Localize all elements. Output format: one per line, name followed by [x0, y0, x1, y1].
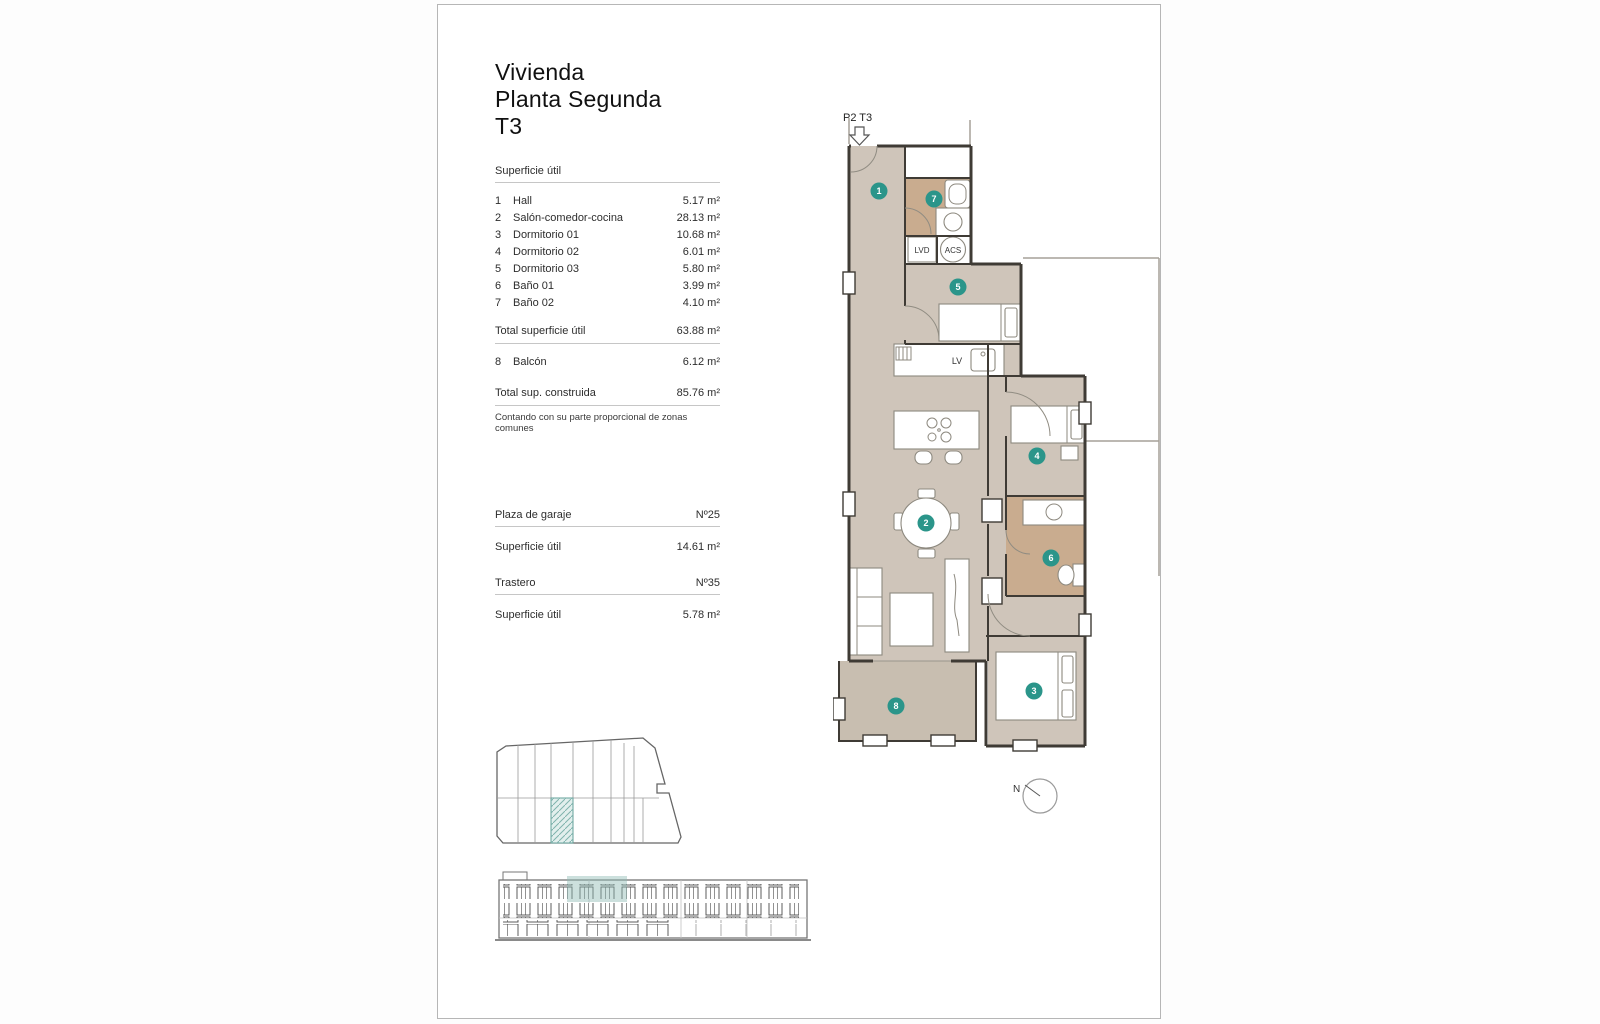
balcony-floor	[839, 661, 976, 741]
unit-label: P2 T3	[843, 112, 873, 124]
room-badge-2	[918, 515, 935, 532]
surface-row	[495, 294, 720, 311]
svg-text:3: 3	[1031, 686, 1037, 697]
room-area: 10.68 m²	[676, 228, 720, 241]
roof-step	[503, 872, 527, 880]
lvd-label: LVD	[914, 246, 930, 255]
building-elevation	[493, 856, 815, 948]
storage-number: Nº35	[695, 577, 720, 589]
room-badge-5	[950, 279, 967, 296]
coffee-table	[890, 593, 933, 646]
toilet	[1058, 564, 1085, 586]
title-line-1: Vivienda	[495, 59, 585, 85]
total-built-row	[495, 387, 720, 406]
svg-text:7: 7	[931, 194, 937, 205]
surface-row	[495, 243, 720, 260]
room-number: 7	[495, 296, 502, 309]
room-area: 3.99 m²	[682, 279, 720, 292]
room-number: 5	[495, 262, 502, 275]
entrance-arrow-icon	[850, 127, 869, 145]
room-name: Baño 02	[513, 296, 554, 309]
plan-sheet	[437, 4, 1161, 1019]
ground-panels	[675, 920, 799, 936]
svg-text:2: 2	[923, 518, 929, 529]
surface-row	[495, 192, 720, 209]
svg-text:4: 4	[1034, 451, 1040, 462]
room-number: 4	[495, 245, 502, 258]
vanity-bath1	[1023, 500, 1085, 525]
surface-row	[495, 226, 720, 243]
room-name: Dormitorio 01	[513, 228, 580, 241]
room-area: 6.01 m²	[682, 245, 720, 258]
svg-text:8: 8	[893, 701, 899, 712]
room-badge-4	[1029, 448, 1046, 465]
total-useful-row	[495, 325, 720, 344]
room-badge-1	[871, 183, 888, 200]
room-number: 3	[495, 228, 502, 241]
storage-area-value: 5.78 m²	[682, 609, 720, 621]
storage-header-row	[495, 577, 720, 595]
room-badge-8	[888, 698, 905, 715]
total-useful-label: Total superficie útil	[495, 325, 586, 337]
storage-area-row	[495, 609, 720, 621]
balcony-number: 8	[495, 355, 502, 368]
site-key-plan	[493, 727, 689, 849]
garage-number: Nº25	[695, 509, 720, 521]
page-title	[495, 59, 662, 140]
surface-table	[495, 165, 720, 434]
garage-area-row	[495, 541, 720, 553]
room-number: 1	[495, 194, 502, 207]
room-area: 5.17 m²	[682, 194, 720, 207]
surface-row	[495, 277, 720, 294]
room-number: 2	[495, 211, 502, 224]
highlighted-unit-elevation	[567, 876, 627, 902]
room-badge-3	[1026, 683, 1043, 700]
room-name: Dormitorio 02	[513, 245, 580, 258]
bed-dormitorio-03	[939, 304, 1021, 341]
common-zones-note: Contando con su parte proporcional de zonas comunes	[495, 412, 688, 434]
lv-label: LV	[951, 356, 963, 366]
sofa	[849, 568, 882, 655]
room-name: Dormitorio 03	[513, 262, 580, 275]
garage-label: Plaza de garaje	[495, 509, 572, 521]
total-built-value: 85.76 m²	[676, 387, 720, 399]
room-badge-7	[926, 191, 943, 208]
garage-header-row	[495, 509, 720, 527]
room-name: Baño 01	[513, 279, 554, 292]
tv-unit	[945, 559, 969, 652]
svg-text:6: 6	[1048, 553, 1054, 564]
balcony-label: Balcón	[513, 355, 547, 368]
room-area: 28.13 m²	[676, 211, 720, 224]
room-number: 6	[495, 279, 502, 292]
room-area: 5.80 m²	[682, 262, 720, 275]
windows-floor-1	[503, 903, 799, 918]
svg-text:5: 5	[955, 282, 961, 293]
total-built-label: Total sup. construida	[495, 387, 596, 399]
floor-plan-drawing	[833, 106, 1163, 821]
windows-floor-2	[503, 884, 799, 899]
room-name: Salón-comedor-cocina	[513, 211, 624, 224]
room-name: Hall	[513, 194, 532, 207]
washbasin-bath2	[936, 208, 970, 236]
bathtub	[945, 180, 970, 208]
highlighted-unit-hatch	[551, 798, 573, 843]
balcony-value: 6.12 m²	[682, 355, 720, 368]
title-line-3: T3	[495, 113, 523, 139]
room-area: 4.10 m²	[682, 296, 720, 309]
title-line-2: Planta Segunda	[495, 86, 662, 112]
surface-row	[495, 260, 720, 277]
north-compass-icon	[1013, 779, 1057, 813]
windows-ground	[503, 920, 671, 936]
surface-table-header	[495, 165, 720, 183]
storage-label: Trastero	[495, 577, 536, 589]
building-outline	[497, 738, 681, 843]
garage-storage-block	[495, 509, 720, 621]
surface-row	[495, 209, 720, 226]
surface-header-label: Superficie útil	[495, 165, 562, 177]
acs-label: ACS	[944, 246, 962, 255]
north-label: N	[1013, 784, 1021, 795]
surface-table-rows	[495, 192, 720, 311]
room-badge-6	[1043, 550, 1060, 567]
balcony-row	[495, 353, 720, 370]
svg-text:1: 1	[876, 186, 882, 197]
total-useful-value: 63.88 m²	[676, 325, 720, 337]
garage-area-value: 14.61 m²	[676, 541, 720, 553]
storage-area-label: Superficie útil	[495, 609, 562, 621]
garage-area-label: Superficie útil	[495, 541, 562, 553]
